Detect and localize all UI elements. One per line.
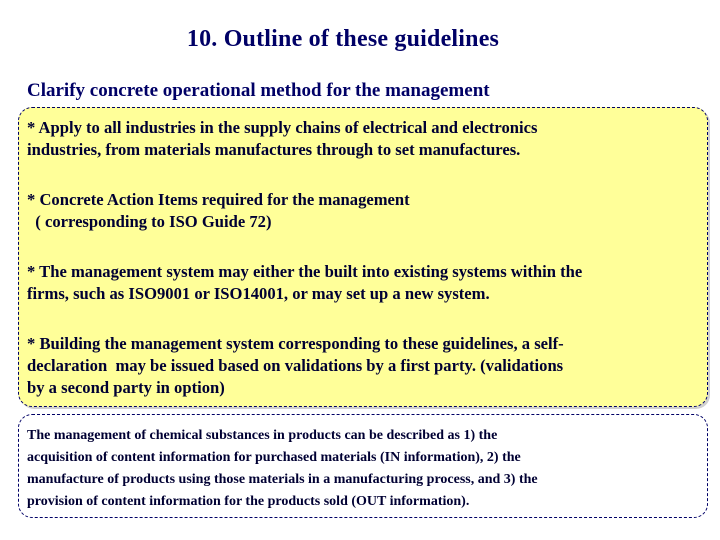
slide-subtitle: Clarify concrete operational method for the management <box>27 80 490 101</box>
slide-title: 10. Outline of these guidelines <box>186 26 500 52</box>
guideline-item-scope <box>27 117 537 161</box>
item-line: * The management system may either the built into existing systems within the <box>27 262 583 281</box>
guideline-item-self-declaration <box>27 333 564 399</box>
item-line: * Apply to all industries in the supply chains of electrical and electronics <box>27 118 538 137</box>
summary-note <box>27 425 538 513</box>
note-line: The management of chemical substances in products can be described as 1) the <box>27 428 498 443</box>
item-line: * Concrete Action Items required for the management <box>27 190 410 209</box>
note-line: acquisition of content information for purchased materials (IN information), 2) the <box>27 450 521 465</box>
item-line: ( corresponding to ISO Guide 72) <box>27 212 272 231</box>
note-line: provision of content information for the products sold (OUT information). <box>27 494 470 509</box>
item-line: declaration may be issued based on validations by a first party. (validations <box>27 356 564 375</box>
item-line: * Building the management system corresponding to these guidelines, a self- <box>27 334 564 353</box>
guideline-item-action-items <box>27 189 410 233</box>
item-line: firms, such as ISO9001 or ISO14001, or may set up a new system. <box>27 284 490 303</box>
item-line: by a second party in option) <box>27 378 225 397</box>
guideline-item-management-system <box>27 261 582 305</box>
item-line: industries, from materials manufactures through to set manufactures. <box>27 140 521 159</box>
note-line: manufacture of products using those materials in a manufacturing process, and 3) the <box>27 472 538 487</box>
